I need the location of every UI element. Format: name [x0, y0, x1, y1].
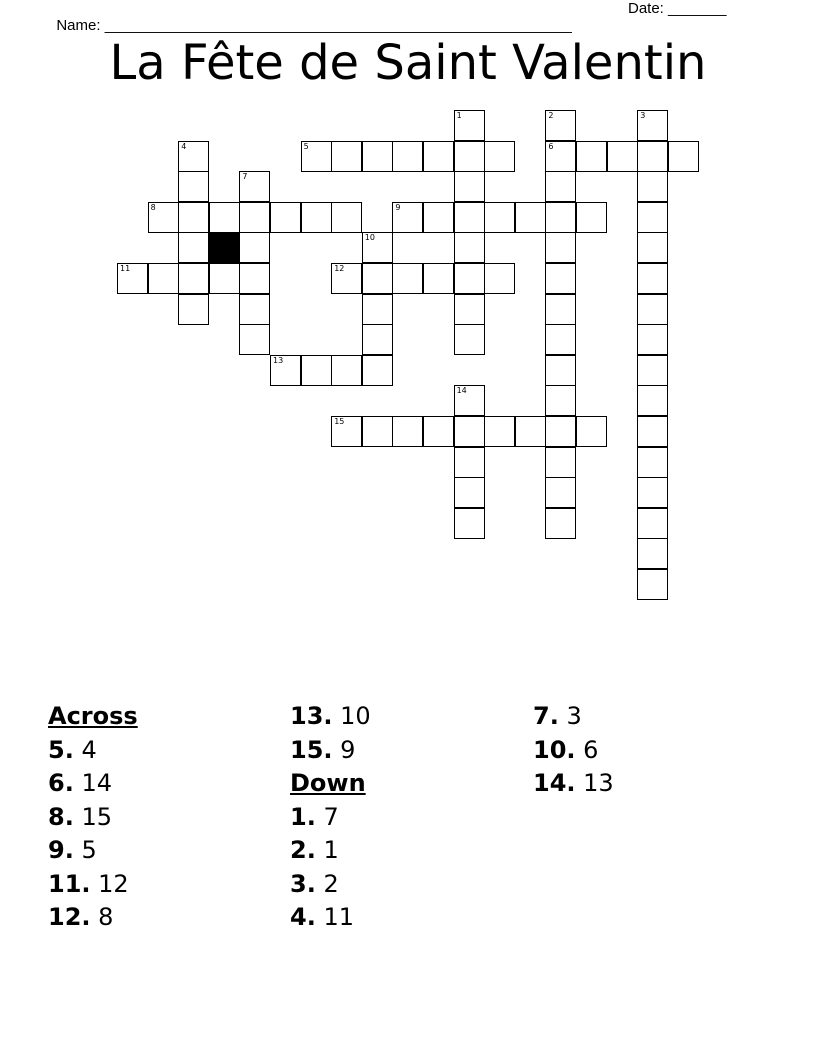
grid-cell[interactable] [423, 416, 454, 447]
clue-number: 2 [548, 111, 554, 120]
grid-cell[interactable] [362, 263, 393, 294]
grid-cell[interactable] [454, 477, 485, 508]
clue-number: 7 [242, 172, 248, 182]
clue-number-label: 4. [290, 903, 316, 931]
grid-cell[interactable] [545, 171, 576, 202]
grid-cell[interactable] [637, 416, 668, 447]
grid-cell[interactable] [362, 355, 393, 386]
grid-cell[interactable] [148, 263, 179, 294]
grid-cell[interactable] [454, 508, 485, 539]
clue-text: 3 [558, 702, 582, 730]
clue-number-label: 12. [48, 903, 91, 931]
clue-number: 11 [120, 264, 131, 273]
grid-cell[interactable] [301, 141, 332, 172]
grid-cell[interactable] [515, 416, 546, 447]
grid-cell[interactable] [545, 447, 576, 478]
grid-cell[interactable] [637, 355, 668, 386]
clue-number: 4 [181, 141, 187, 151]
grid-cell[interactable] [423, 263, 454, 294]
clue-number: 9 [395, 202, 401, 212]
grid-cell[interactable] [545, 232, 576, 263]
clue-text: 15 [73, 802, 112, 831]
grid-cell[interactable] [545, 477, 576, 508]
grid-cell[interactable] [637, 232, 668, 263]
clue-number: 15 [334, 417, 345, 426]
clue-text: 9 [332, 735, 356, 764]
grid-cell[interactable] [545, 141, 576, 172]
grid-cell[interactable] [392, 416, 423, 447]
clue-text: 10 [332, 702, 371, 730]
grid-cell[interactable] [668, 141, 699, 172]
grid-cell[interactable] [454, 416, 485, 447]
clue-item [290, 734, 530, 768]
grid-cell[interactable] [392, 263, 423, 294]
grid-cell[interactable] [331, 263, 362, 294]
clue-text: 12 [90, 869, 129, 898]
clue-text: 11 [315, 903, 354, 931]
grid-cell[interactable] [637, 538, 668, 569]
grid-cell[interactable] [392, 202, 423, 233]
clue-number: 12 [334, 264, 345, 273]
clue-text: 6 [575, 735, 599, 764]
clue-column-3 [533, 700, 773, 801]
clue-text: 13 [575, 769, 614, 797]
clue-number-label: 11. [48, 869, 91, 898]
across-heading: Across [48, 702, 138, 730]
clue-item [48, 801, 288, 835]
grid-cell[interactable] [239, 263, 270, 294]
grid-cell[interactable] [545, 202, 576, 233]
clue-number-label: 3. [290, 869, 316, 898]
clue-text: 7 [315, 802, 339, 831]
clue-text: 2 [315, 869, 339, 898]
grid-cell[interactable] [545, 508, 576, 539]
clue-text: 14 [73, 769, 112, 797]
clue-item [290, 868, 530, 902]
grid-cell[interactable] [637, 569, 668, 600]
clue-item [48, 901, 288, 935]
grid-cell[interactable] [637, 447, 668, 478]
clue-item [48, 868, 288, 902]
grid-cell[interactable] [545, 263, 576, 294]
clue-number: 6 [548, 141, 554, 151]
grid-cell[interactable] [515, 202, 546, 233]
grid-cell[interactable] [178, 171, 209, 202]
grid-cell[interactable] [545, 385, 576, 416]
grid-cell[interactable] [362, 324, 393, 355]
clue-number: 8 [150, 202, 156, 212]
clue-number: 14 [456, 386, 467, 396]
grid-cell[interactable] [637, 110, 668, 141]
grid-cell[interactable] [454, 110, 485, 141]
grid-cell[interactable] [637, 477, 668, 508]
grid-cell[interactable] [270, 355, 301, 386]
grid-cell[interactable] [545, 324, 576, 355]
grid-cell[interactable] [637, 141, 668, 172]
clue-number: 10 [364, 233, 375, 243]
clue-number-label: 13. [290, 702, 333, 730]
grid-cell[interactable] [545, 110, 576, 141]
grid-cell[interactable] [148, 202, 179, 233]
grid-cell[interactable] [239, 294, 270, 325]
clue-number: 13 [273, 355, 284, 365]
grid-cell[interactable] [178, 232, 209, 263]
clue-item [290, 834, 530, 868]
down-heading: Down [290, 769, 366, 797]
clue-item [290, 901, 530, 935]
grid-cell[interactable] [637, 508, 668, 539]
clue-item [533, 734, 773, 768]
grid-cell[interactable] [454, 232, 485, 263]
clue-column-2 [290, 700, 530, 935]
grid-cell[interactable] [362, 416, 393, 447]
clue-number-label: 7. [533, 702, 559, 730]
clue-item [533, 767, 773, 801]
clue-number: 3 [640, 111, 646, 120]
clue-text: 4 [73, 735, 97, 764]
grid-cell[interactable] [209, 263, 240, 294]
clue-item [290, 801, 530, 835]
grid-cell[interactable] [637, 171, 668, 202]
grid-cell[interactable] [331, 355, 362, 386]
puzzle-title: La Fête de Saint Valentin [109, 35, 707, 91]
grid-cell[interactable] [484, 263, 515, 294]
clue-item [48, 834, 288, 868]
grid-cell[interactable] [576, 141, 607, 172]
date-field[interactable]: Date: _______ [628, 0, 727, 17]
grid-cell[interactable] [178, 141, 209, 172]
grid-cell[interactable] [454, 141, 485, 172]
clue-number-label: 14. [533, 769, 576, 797]
grid-cell[interactable] [362, 294, 393, 325]
grid-cell[interactable] [454, 385, 485, 416]
grid-cell[interactable] [270, 202, 301, 233]
grid-cell[interactable] [545, 355, 576, 386]
clue-column-1 [48, 700, 288, 935]
clue-number: 5 [303, 141, 309, 151]
grid-cell[interactable] [454, 202, 485, 233]
grid-cell[interactable] [239, 232, 270, 263]
clue-number-label: 2. [290, 836, 316, 864]
grid-cell[interactable] [331, 416, 362, 447]
grid-cell[interactable] [637, 324, 668, 355]
grid-cell[interactable] [178, 263, 209, 294]
grid-cell[interactable] [454, 447, 485, 478]
grid-cell[interactable] [362, 232, 393, 263]
grid-cell[interactable] [423, 141, 454, 172]
grid-cell[interactable] [454, 171, 485, 202]
grid-cell[interactable] [178, 202, 209, 233]
grid-cell[interactable] [117, 263, 148, 294]
grid-cell[interactable] [545, 294, 576, 325]
grid-cell[interactable] [392, 141, 423, 172]
grid-cell[interactable] [239, 202, 270, 233]
grid-cell[interactable] [178, 294, 209, 325]
grid-cell[interactable] [331, 141, 362, 172]
grid-cell[interactable] [484, 416, 515, 447]
grid-cell[interactable] [423, 202, 454, 233]
clue-number-label: 8. [48, 802, 74, 831]
grid-cell[interactable] [301, 355, 332, 386]
clue-number-label: 1. [290, 802, 316, 831]
grid-cell[interactable] [454, 294, 485, 325]
clue-number-label: 15. [290, 735, 333, 764]
clue-item [48, 767, 288, 801]
grid-cell[interactable] [454, 263, 485, 294]
clue-number-label: 9. [48, 836, 74, 864]
clue-text: 5 [73, 836, 97, 864]
clue-number-label: 10. [533, 735, 576, 764]
grid-cell[interactable] [576, 416, 607, 447]
grid-cell[interactable] [362, 141, 393, 172]
grid-cell[interactable] [331, 202, 362, 233]
clue-number-label: 6. [48, 769, 74, 797]
grid-cell[interactable] [454, 324, 485, 355]
grid-cell[interactable] [239, 324, 270, 355]
grid-cell[interactable] [545, 416, 576, 447]
grid-cell[interactable] [607, 141, 638, 172]
clue-item [48, 734, 288, 768]
grid-cell[interactable] [239, 171, 270, 202]
clue-item [533, 700, 773, 734]
grid-cell[interactable] [637, 385, 668, 416]
clue-item [290, 700, 530, 734]
clue-text: 1 [315, 836, 339, 864]
clue-number: 1 [456, 111, 462, 120]
black-cell [209, 232, 240, 263]
clue-text: 8 [90, 903, 114, 931]
grid-cell[interactable] [484, 202, 515, 233]
grid-cell[interactable] [209, 202, 240, 233]
grid-cell[interactable] [637, 263, 668, 294]
grid-cell[interactable] [637, 202, 668, 233]
grid-cell[interactable] [576, 202, 607, 233]
grid-cell[interactable] [484, 141, 515, 172]
clue-number-label: 5. [48, 735, 74, 764]
grid-cell[interactable] [637, 294, 668, 325]
name-field[interactable]: Name: ________________________________________________________ [56, 17, 572, 34]
grid-cell[interactable] [301, 202, 332, 233]
